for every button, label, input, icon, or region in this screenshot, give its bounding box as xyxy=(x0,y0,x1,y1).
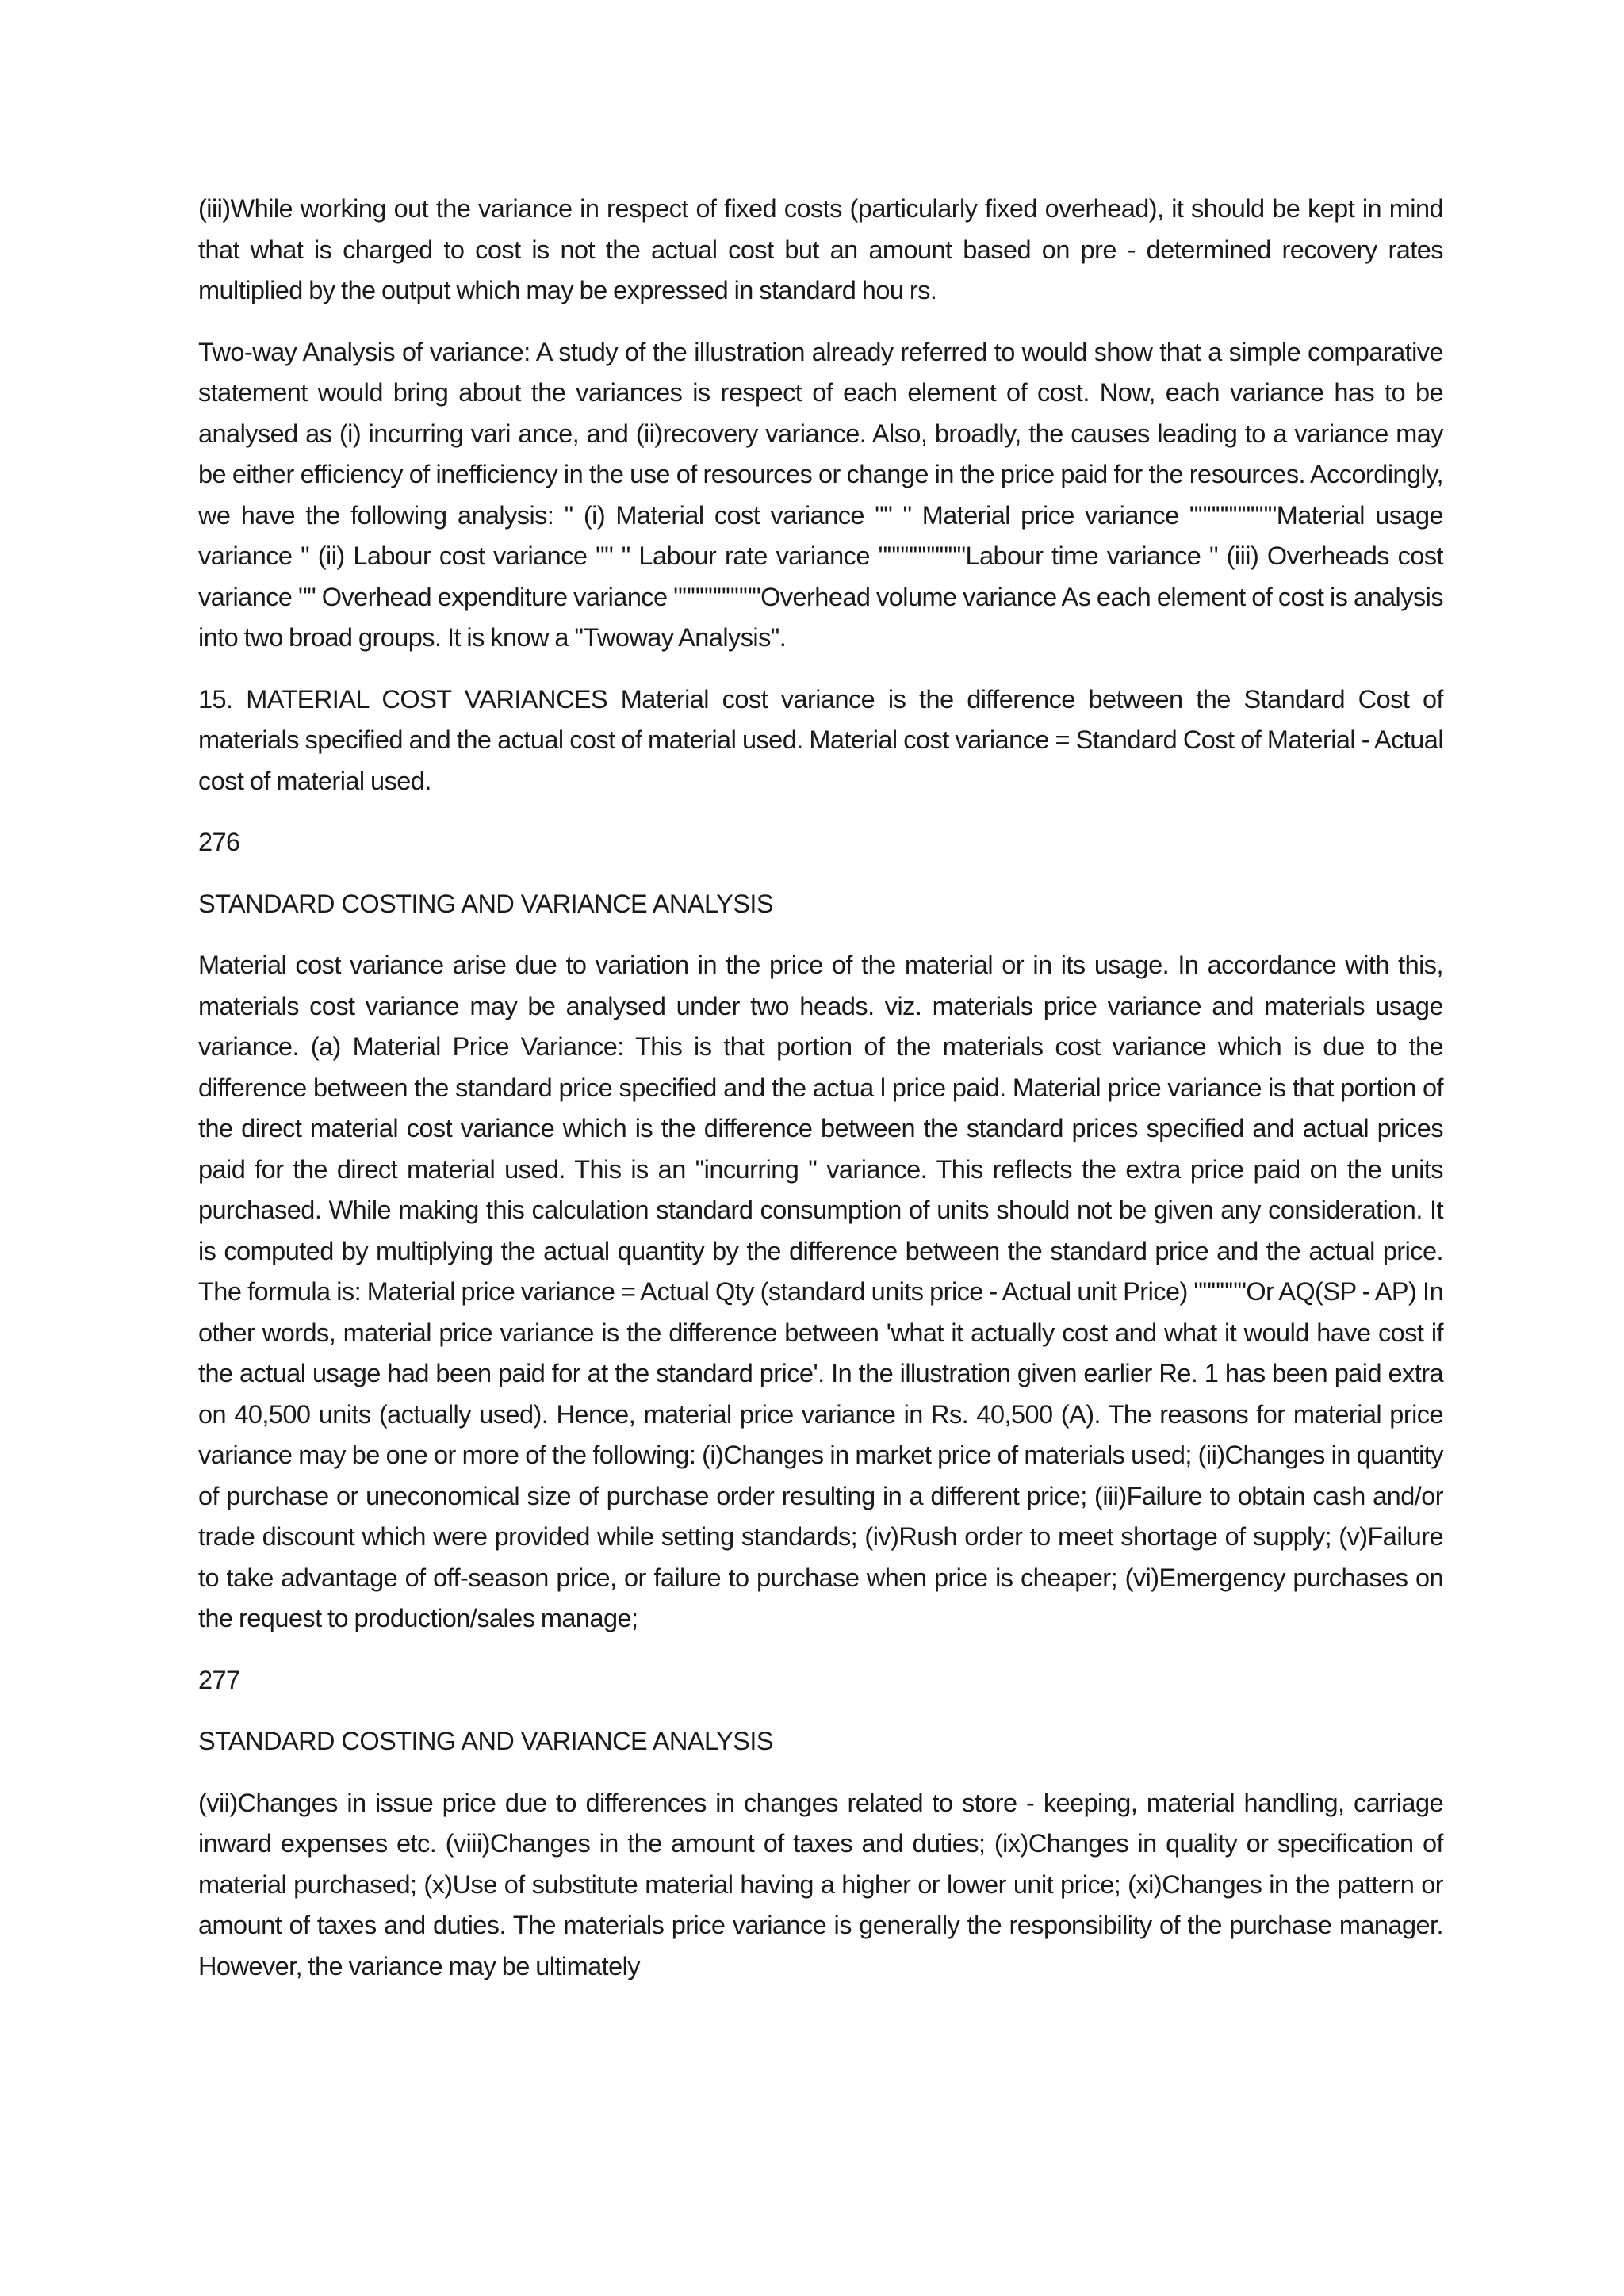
paragraph-two-way-analysis: Two-way Analysis of variance: A study of the illustration already referred to would show that a simple comparative statement would bring about the variances is respect of each element of cost. Now, each variance has to be analysed as (i) incurring vari ance, and (ii)recovery variance. Also, broadly, the causes leading to a variance may be either efficiency of inefficiency in the use of resources or change in the price paid for the resources. Accordingly, we have the following analysis: " (i) Material cost variance "" " Material price variance """"""""""Material usage variance " (ii) Labour cost variance "" " Labour rate variance """"""""""Labour time variance " (iii) Overheads cost variance "" Overhead expenditure variance """"""""""Overhead volume variance As each element of cost is analysis into two broad groups. It is know a "Twoway Analysis". xyxy=(198,337,1443,652)
running-head: STANDARD COSTING AND VARIANCE ANALYSIS xyxy=(198,1727,773,1755)
running-head: STANDARD COSTING AND VARIANCE ANALYSIS xyxy=(198,889,773,918)
page-number: 276 xyxy=(198,828,240,856)
paragraph-material-price-variance: Material cost variance arise due to variation in the price of the material or in its usage. In accordance with this, materials cost variance may be analysed under two heads. viz. materials price variance and materials usage variance. (a) Material Price Variance: This is that portion of the materials cost variance which is due to the difference between the standard price specified and the actua l price paid. Material price variance is that portion of the direct material cost variance which is the difference between the standard prices specified and actual prices paid for the direct material used. This is an "incurring " variance. This reflects the extra price paid on the units purchased. While making this calculation standard consumption of units should not be given any consideration. It is computed by multiplying the actual quantity by the difference between the standard price and the actual price. The formula is: Material price variance = Actual Qty (standard units price - Actual unit Price) """"""Or AQ(SP - AP) In other words, material price variance is the difference between 'what it actually cost and what it would have cost if the actual usage had been paid for at the standard price'. In the illustration given earlier Re. 1 has been paid extra on 40,500 units (actually used). Hence, material price variance in Rs. 40,500 (A). The reasons for material price variance may be one or more of the following: (i)Changes in market price of materials used; (ii)Changes in quantity of purchase or uneconomical size of purchase order resulting in a different price; (iii)Failure to obtain cash and/or trade discount which were provided while setting standards; (iv)Rush order to meet shortage of supply; (v)Failure to take advantage of off-season price, or failure to purchase when price is cheaper; (vi)Emergency purchases on the request to production/sales manage; xyxy=(198,951,1443,1632)
page-number: 277 xyxy=(198,1665,240,1694)
paragraph-fixed-costs: (iii)While working out the variance in respect of fixed costs (particularly fixed overhead), it should be kept in mind that what is charged to cost is not the actual cost but an amount based on pre - determined recovery rates multiplied by the output which may be expressed in standard hou rs. xyxy=(198,194,1443,304)
document-page xyxy=(198,189,1443,2007)
paragraph-material-cost-variances: 15. MATERIAL COST VARIANCES Material cost variance is the difference between the Standard Cost of materials specified and the actual cost of material used. Material cost variance = Standard Cost of Material - Actual cost of material used. xyxy=(198,684,1443,795)
paragraph-price-variance-reasons: (vii)Changes in issue price due to differences in changes related to store - keeping, material handling, carriage inward expenses etc. (viii)Changes in the amount of taxes and duties; (ix)Changes in quality or specification of material purchased; (x)Use of substitute material having a higher or lower unit price; (xi)Changes in the pattern or amount of taxes and duties. The materials price variance is generally the responsibility of the purchase manager. However, the variance may be ultimately xyxy=(198,1788,1443,1980)
